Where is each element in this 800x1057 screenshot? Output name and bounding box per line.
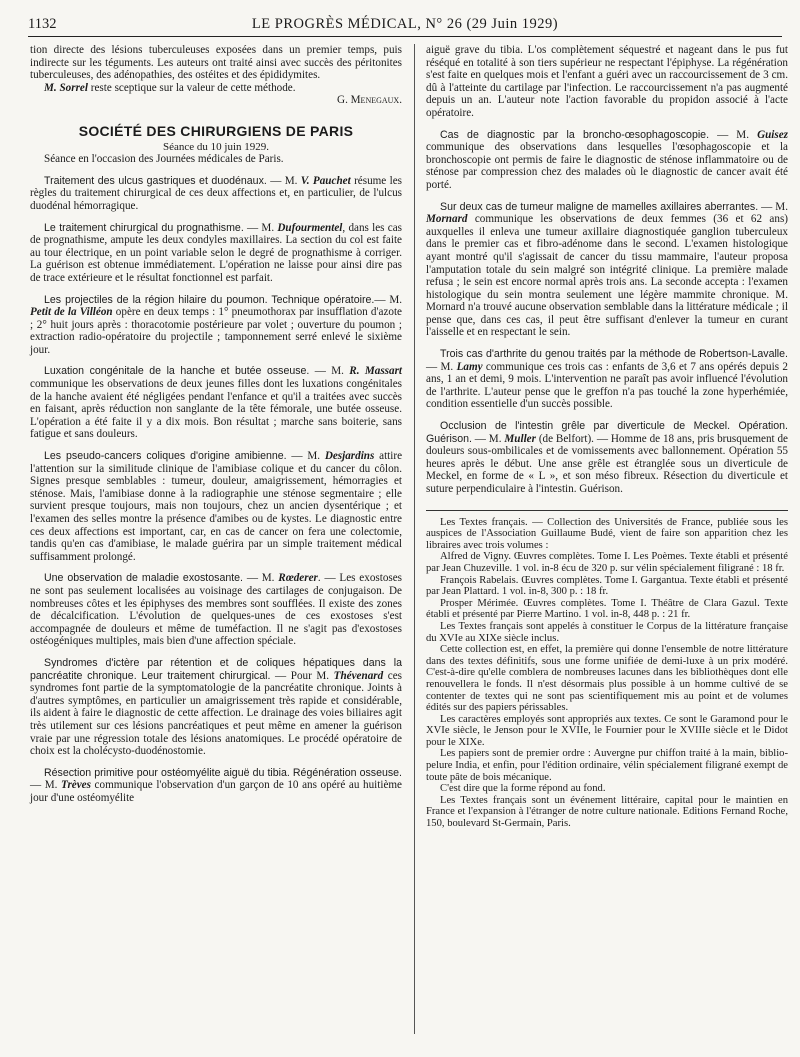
column-divider: [414, 44, 415, 1034]
notice-paragraph: Cette collection est, en effet, la première qui donne l'ensemble de notre littérature dans des textes définitifs, sous une forme unifiée de demi-luxe à un prix modéré. C'est-à-dire qu'elle comblera de nombreuses lacunes dans les bibliothèques dont elle renouvellera le fonds. Il n'est désormais plus possible à un homme cultivé de se contenter de textes qui ne sont pas scientifiquement mis au point et de volumes édités sur des papiers périssables.: [426, 644, 788, 714]
session-note: Séance en l'occasion des Journées médicales de Paris.: [44, 153, 284, 166]
communication: [30, 294, 402, 357]
communication-text: , dans les cas de prognathisme, ampute les deux condyles maxillaires. La section du col est faite au tour électrique, en un point variable selon le degré de prognathisme à corriger. La guérison est obtenue immédiatement. L'opération ne laisse pour ainsi dire pas de trace extérieure et le résultat fonctionnel est parfait.: [30, 221, 402, 284]
bibliography-notice: [426, 517, 788, 830]
paragraph: tion directe des lésions tuberculeuses exposées dans un premier temps, puis indirecte sur les téguments. Les auteurs ont traité ainsi avec succès des péritonites tuberculeuses, des adénopathies, des ostéites et des épididymites.: [30, 44, 402, 82]
running-header: [28, 16, 782, 37]
communication-text: . — Les exostoses ne sont pas seulement localisées au voisinage des cartilages de conjugaison. De nombreuses côtes et les épiphyses des membres sont soufflées. Il existe des zones de décalcification. L'évolution de quelques-unes de ces exostoses s'est accompagnée de douleurs et même de tuméfaction. Il ne s'agit pas d'exostoses ostéogéniques multiples, mais bien d'une affection spéciale.: [30, 572, 403, 648]
notice-paragraph: Les papiers sont de premier ordre : Auvergne pur chiffon traité à la main, biblio-pelure India, et enfin, pour l'édition ordinaire, vélin spécialement filigrané exempt de toute pâte de bois mécanique.: [426, 748, 788, 783]
communication: [30, 572, 402, 648]
communication-text: communique les observations de deux jeunes filles dont les luxations congénitales de la hanche avaient été négligées pendant l'enfance et qu'il a traitées avec succès en faisant, après réduction non sanglante de la tête fémorale, une butée osseuse. L'opération a été faite il y a dix mois. Bon résultat ; marche sans boiterie, sans fatigue et sans douleurs.: [30, 378, 402, 441]
communication-title: Occlusion de l'intestin grêle par diverticule de Meckel. Opération. Guérison.: [426, 420, 788, 445]
author-name: Lamy: [456, 360, 483, 373]
communication: [30, 450, 402, 563]
notice-paragraph: François Rabelais. Œuvres complètes. Tome I. Gargantua. Texte établi et présenté par Jean Plattard. 1 vol. in-8, 300 p. : 18 fr.: [426, 574, 788, 598]
author-name: Thévenard: [333, 669, 384, 682]
communication-text: communique des observations dans lesquelles l'œsophagoscopie et la bronchoscopie ont permis de faire le diagnostic de sténose inflammatoire ou de sténose par compression chez des malades où le diagnostic de cancer avait été porté.: [426, 141, 788, 191]
notice-paragraph: Les Textes français. — Collection des Universités de France, publiée sous les auspices de l'Association Guillaume Budé, vient de faire son apparition chez les libraires avec trois volumes :: [426, 516, 788, 551]
separator: — M.: [30, 779, 62, 792]
paragraph: [30, 82, 402, 95]
author-name: Guisez: [757, 128, 789, 141]
communication: [426, 420, 788, 496]
communication: [426, 129, 788, 192]
communication-text: (de Belfort). — Homme de 18 ans, pris brusquement de douleurs sous-ombilicales et de vomissements avec ballonnement. Opération 55 heures après le début. Une anse grêle est étranglée sous un diverticule de Meckel, en forme de « L », et son méso fibreux. Résection du diverticule et suture perpendiculaire à l'intestin. Guérison.: [426, 432, 788, 495]
separator: — M.: [243, 572, 279, 585]
left-column: [30, 44, 402, 804]
separator: — M.: [243, 221, 278, 234]
separator: — M.: [286, 450, 325, 463]
author-name: Trèves: [61, 779, 91, 792]
communication-text: attire l'attention sur la similitude clinique de l'amibiase colique et du cancer du côlon. Signes presque semblables : tumeur, douleur, amaigrissement, hémorragies et sténose. Mais, l'amibiase donne à la radiographie une sténose segmentaire ; elle survient presque toujours, mais non toujours, chez un ancien dysentérique ; et l'examen des selles montre la présence d'amibes ou de kystes. Le diagnostic entre ces deux affections est important, car, en cas de cancer on fera une colectomie, tandis qu'en cas d'amibiase, le malade guérira par un simple traitement médical suffisamment prolongé.: [30, 450, 403, 563]
author-name: Rœderer: [278, 572, 318, 585]
right-column: [426, 44, 788, 830]
communication-text: communique l'observation d'un garçon de 10 ans opéré au huitième jour d'une ostéomyélite: [30, 779, 402, 804]
communication-title: Le traitement chirurgical du prognathisme.: [44, 221, 244, 234]
separator: — M.: [709, 128, 758, 141]
communication-title: Les pseudo-cancers coliques d'origine amibienne.: [44, 450, 287, 463]
separator: — M.: [471, 432, 505, 445]
communication-text: communique les observations de deux femmes (36 et 62 ans) auxquelles il enleva une tumeur axillaire diagnostiquée ganglion tuberculeux dans le premier cas et fibro-adénome dans le second. L'examen histologique ayant montré qu'il s'agissait de cancer du tissu mammaire, l'auteur proposa l'amputation totale du sein malgré son intégrité clinique. La première malade refusa ; le sein est encore normal après trois ans. La seconde accepta : l'examen histologique du sein montra seulement une légère mammite chronique. M. Mornard n'a trouvé aucune observation semblable dans la littérature médicale ; il pense que, dans ces cas, il peut être suffisant d'enlever la tumeur en curant l'aisselle et en respectant le sein.: [426, 213, 788, 339]
communication-title: Trois cas d'arthrite du genou traités par la méthode de Robertson-Lavalle.: [440, 348, 788, 361]
communication-title: Syndromes d'ictère par rétention et de coliques hépatiques dans la pancréatite chronique. Leur traitement chirurgical.: [30, 656, 402, 682]
communication-text: communique ces trois cas : enfants de 3,6 et 7 ans opérés depuis 2 ans, 1 an et demi, 9 mois. L'intervention ne paraît pas avoir influencé l'évolution de l'arthrite. L'auteur pense que le greffon n'a pas touché la zone hyperhémiée, condition essentielle d'un succès possible.: [426, 360, 788, 411]
signature: G. Menegaux.: [337, 94, 402, 107]
communication: [30, 365, 402, 441]
separator: — M.: [426, 360, 457, 373]
communication-title: Traitement des ulcus gastriques et duodénaux.: [44, 174, 267, 187]
author-name: Mornard: [426, 213, 468, 226]
communication-text: résume les règles du traitement chirurgical de ces deux affections et, en particulier, de l'ulcus duodénal hémorragique.: [30, 174, 403, 212]
communication: [30, 657, 402, 758]
communication: [426, 348, 788, 411]
session-date: Séance du 10 juin 1929.: [162, 140, 269, 153]
separator: — M.: [374, 293, 403, 306]
communication: [30, 222, 402, 285]
communication: [30, 767, 402, 805]
paragraph-text: reste sceptique sur la valeur de cette méthode.: [87, 81, 296, 94]
notice-paragraph: Les Textes français sont un événement littéraire, capital pour le maintien en France et l'expansion à l'étranger de notre culture nationale. Editions Fernand Roche, 150, boulevard St-Germain, Paris.: [426, 794, 788, 830]
communication-text: opère en deux temps : 1° pneumothorax par insufflation d'azote ; 2° huit jours après : thoracotomie postérieure par volet ; ouverture du poumon ; extraction radio-opératoire du projectile ; tamponnement serré enlevé le sixième jour.: [30, 306, 402, 356]
notice-paragraph: C'est dire que la forme répond au fond.: [440, 783, 606, 795]
separator: — M.: [758, 200, 788, 213]
author-name: R. Massart: [349, 365, 403, 378]
author-name: V. Pauchet: [300, 174, 351, 187]
communication-title: Une observation de maladie exostosante.: [44, 572, 244, 585]
section-rule: [426, 510, 788, 511]
author-name: Muller: [504, 432, 536, 445]
author-name: M. Sorrel: [44, 81, 88, 94]
communication-title: Résection primitive pour ostéomyélite aiguë du tibia. Régénération osseuse.: [44, 766, 402, 779]
notice-paragraph: Prosper Mérimée. Œuvres complètes. Tome I. Théâtre de Clara Gazul. Texte établi et présenté par Pierre Martino. 1 vol. in-8, 448 p. : 21 fr.: [426, 597, 788, 621]
communication: [30, 175, 402, 213]
running-title: LE PROGRÈS MÉDICAL, N° 26 (29 Juin 1929): [251, 16, 559, 32]
notice-paragraph: Les caractères employés sont appropriés aux textes. Ce sont le Garamond pour le XVIe siècle, le Jenson pour le XVIIe, le Fournier pour le XVIIIe siècle et le Didot pour le XIXe.: [426, 713, 788, 748]
separator: — Pour M.: [270, 669, 334, 682]
communication: [426, 201, 788, 340]
page-number: 1132: [28, 16, 57, 32]
author-name: Dufourmentel: [277, 221, 343, 234]
communication-title: Luxation congénitale de la hanche et butée osseuse.: [44, 365, 310, 378]
author-name: Desjardins: [324, 450, 375, 463]
author-name: Petit de la Villéon: [30, 306, 113, 319]
communication-title: Les projectiles de la région hilaire du poumon. Technique opératoire.: [44, 293, 375, 306]
notice-paragraph: Les Textes français sont appelés à constituer le Corpus de la littérature française du XVIe au XIXe siècle inclus.: [426, 620, 788, 644]
separator: — M.: [266, 174, 301, 187]
communication-text: ces syndromes font partie de la symptomatologie de la pancréatite chronique. Joints à d'autres symptômes, en particulier un amaigrissement très rapide et considérable, ils aident à faire le diagnostic de cette affection. Le drainage des voies biliaires agit très utilement sur ces lésions pancréatiques et peut même en amener la guérison vraie par une régression totale des lésions anatomiques. Le procédé opératoire de choix est la cholécysto-duodénostomie.: [30, 669, 403, 758]
communication-title: Cas de diagnostic par la broncho-œsophagoscopie.: [440, 128, 710, 141]
separator: — M.: [309, 365, 350, 378]
communication-title: Sur deux cas de tumeur maligne de mamelles axillaires aberrantes.: [440, 200, 759, 213]
notice-paragraph: Alfred de Vigny. Œuvres complètes. Tome I. Les Poèmes. Texte établi et présenté par Jean Chuzeville. 1 vol. in-8 écu de 320 p. sur vélin spécialement filigrané : 18 fr.: [426, 551, 788, 574]
section-heading: SOCIÉTÉ DES CHIRURGIENS DE PARIS: [78, 122, 354, 139]
paragraph: aiguë grave du tibia. L'os complètement séquestré et nageant dans le pus fut réséqué en totalité à son tiers supérieur ne respectant l'épiphyse. La régénération s'est faite en quelques mois et l'enfant a guéri avec un raccourcissement de 3 cm. dû à l'atteinte du cartilage par l'infection. Le raccourcissement n'a pas augmenté depuis un an. L'auteur note l'action favorable du propidon associé à l'acte opératoire.: [426, 44, 788, 119]
